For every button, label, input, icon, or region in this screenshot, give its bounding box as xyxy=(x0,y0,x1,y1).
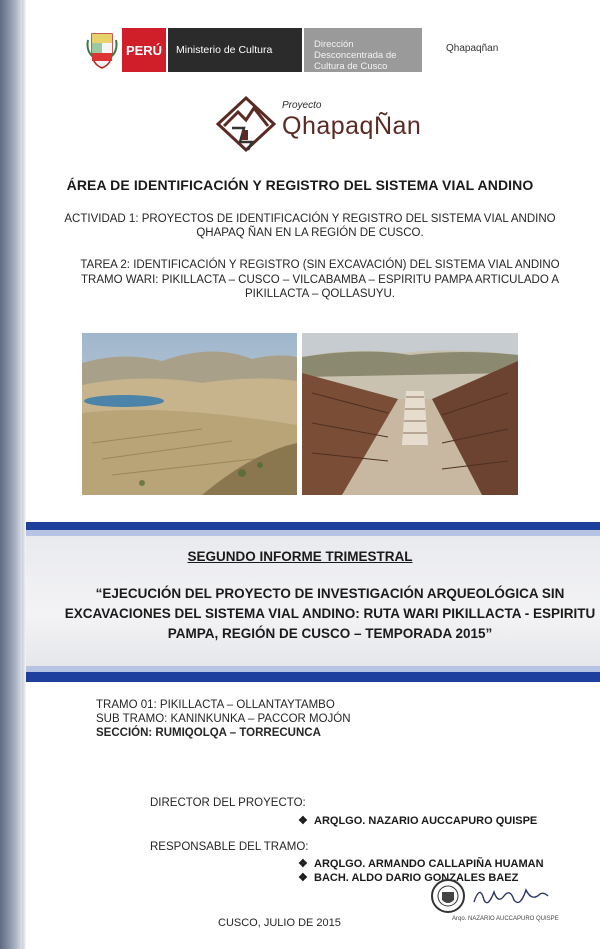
signature-icon xyxy=(470,882,550,910)
project-title: “EJECUCIÓN DEL PROYECTO DE INVESTIGACIÓN ARQUEOLÓGICA SIN EXCAVACIONES DEL SISTEMA VIAL ANDINO: RUTA WARI PIKILLACTA - ESPIRITU PAMPA, REGIÓN DE CUSCO – TEMPORADA 2015” xyxy=(64,586,596,641)
tramo-block xyxy=(96,698,351,740)
binding-spine xyxy=(0,0,22,949)
seccion-line: SECCIÓN: RUMIQOLQA – TORRECUNCA xyxy=(96,727,321,739)
institutional-header xyxy=(80,28,580,72)
director-label: DIRECTOR DEL PROYECTO: xyxy=(150,797,306,809)
bullet-icon: ❖ xyxy=(298,872,308,884)
tarea-text: TAREA 2: IDENTIFICACIÓN Y REGISTRO (SIN EXCAVACIÓN) DEL SISTEMA VIAL ANDINO TRAMO WARI: PIKILLACTA – CUSCO – VILCABAMBA – ESPIRITU PAMPA ARTICULADO A PIKILLACTA – QOLLASUYU. xyxy=(80,259,560,300)
tramo-line: TRAMO 01: PIKILLACTA – OLLANTAYTAMBO xyxy=(96,699,335,711)
page-title: ÁREA DE IDENTIFICACIÓN Y REGISTRO DEL SISTEMA VIAL ANDINO xyxy=(66,177,534,193)
report-type-heading: SEGUNDO INFORME TRIMESTRAL xyxy=(187,549,413,564)
ruins-road-photo xyxy=(302,333,518,495)
direccion-label: Dirección Desconcentrada de Cultura de Cusco xyxy=(304,28,422,72)
responsable-name-text: BACH. ALDO DARIO GONZALES BAEZ xyxy=(314,872,519,884)
actividad-text: ACTIVIDAD 1: PROYECTOS DE IDENTIFICACIÓN Y REGISTRO DEL SISTEMA VIAL ANDINO QHAPAQ ÑAN EN LA REGIÓN DE CUSCO. xyxy=(64,213,556,239)
coat-of-arms-icon xyxy=(86,30,118,70)
responsable-label: RESPONSABLE DEL TRAMO: xyxy=(150,841,309,853)
qhapaqnan-logo xyxy=(214,94,434,160)
blue-band-top xyxy=(26,522,600,530)
qhapaqnan-label: Qhapaqñan xyxy=(446,43,499,54)
director-name-text: ARQLGO. NAZARIO AUCCAPURO QUISPE xyxy=(314,815,538,827)
director-name xyxy=(298,814,537,827)
bullet-icon: ❖ xyxy=(298,858,308,870)
stamp-text: Arqo. NAZARIO AUCCAPURO QUISPE xyxy=(452,916,559,922)
logo-proyecto-text: Proyecto xyxy=(282,100,322,111)
ministerio-label: Ministerio de Cultura xyxy=(168,28,302,72)
sub-tramo-line: SUB TRAMO: KANINKUNKA – PACCOR MOJÓN xyxy=(96,713,351,725)
bullet-icon: ❖ xyxy=(298,815,308,827)
peru-badge: PERÚ xyxy=(122,28,166,72)
binding-edge xyxy=(22,0,26,949)
official-seal-icon xyxy=(430,878,466,914)
logo-name-text: QhapaqÑan xyxy=(282,112,422,140)
place-date: CUSCO, JULIO DE 2015 xyxy=(218,917,341,929)
mountain-logo-icon xyxy=(214,94,278,158)
landscape-photo xyxy=(82,333,297,495)
responsable-name-1 xyxy=(298,857,544,870)
responsable-name-text: ARQLGO. ARMANDO CALLAPIÑA HUAMAN xyxy=(314,858,544,870)
blue-band-bottom xyxy=(26,672,600,682)
